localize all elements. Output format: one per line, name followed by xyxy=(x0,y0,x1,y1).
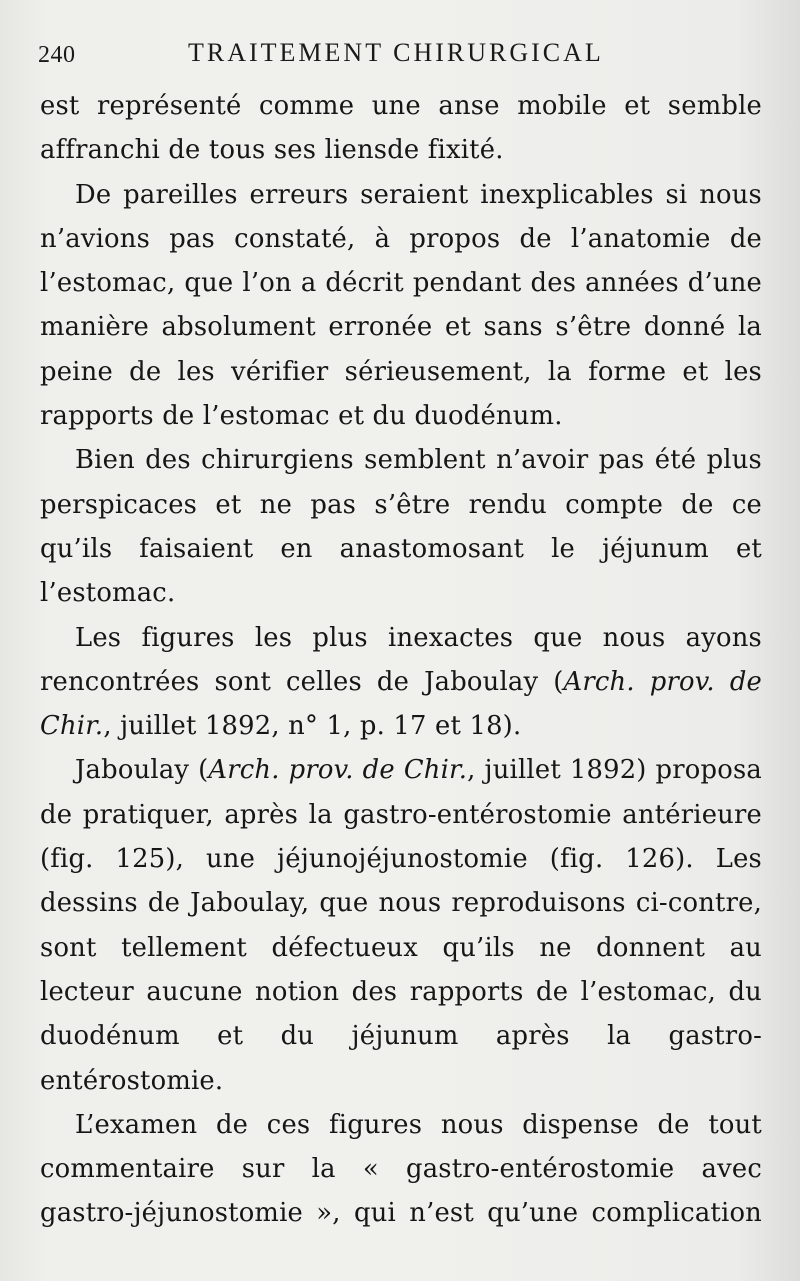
page-number: 240 xyxy=(38,42,76,68)
paragraph-jaboulay xyxy=(40,748,762,1102)
journal-citation: Arch. prov. de Chir. xyxy=(40,666,763,742)
body-text xyxy=(40,84,762,1236)
paragraph-erreurs: De pareilles erreurs seraient inexplicables si nous n’avions pas constaté, à propos de l’anatomie de l’estomac, que l’on a décrit pendant des années d’une manière absolument erronée et sans s’être donné la peine de les vérifier sérieusement, la forme et les rapports de l’estomac et du duodénum. xyxy=(40,179,762,432)
journal-citation: Arch. prov. de Chir. xyxy=(208,755,468,786)
paragraph-figures xyxy=(40,616,762,749)
paragraph-figures-text: Les figures les plus inexactes que nous ayons rencontrées sont celles de Jaboulay ( xyxy=(40,622,762,697)
page-header xyxy=(38,38,758,72)
paragraph-chirurgiens: Bien des chirurgiens semblent n’avoir pas été plus perspicaces et ne pas s’être rendu compte de ce qu’ils faisaient en anastomosant le jéjunum et l’estomac. xyxy=(40,445,762,609)
paragraph-examen: L’examen de ces figures nous dispense de tout commentaire sur la « gastro-entérostomie avec gastro-jéjunostomie », qui n’est qu’une complication xyxy=(40,1109,762,1229)
paragraph-continuation: est représenté comme une anse mobile et semble affranchi de tous ses liensde fixité. xyxy=(40,91,762,166)
paragraph-jaboulay-text: Jaboulay ( xyxy=(75,755,209,786)
paragraph-figures-tail: , juillet 1892, n° 1, p. 17 et 18). xyxy=(103,711,522,742)
paragraph-jaboulay-tail: , juillet 1892) proposa de pratiquer, après la gastro-entérostomie antérieure (fig. 125), une jéjunojéjunostomie (fig. 126). Les dessins de Jaboulay, que nous reproduisons ci-contre, sont tellement défectueux qu’ils ne donnent au lecteur aucune notion des rapports de l’estomac, du duodénum et du jéjunum après la gastro-entérostomie. xyxy=(40,755,762,1096)
running-title: TRAITEMENT CHIRURGICAL xyxy=(188,38,604,67)
